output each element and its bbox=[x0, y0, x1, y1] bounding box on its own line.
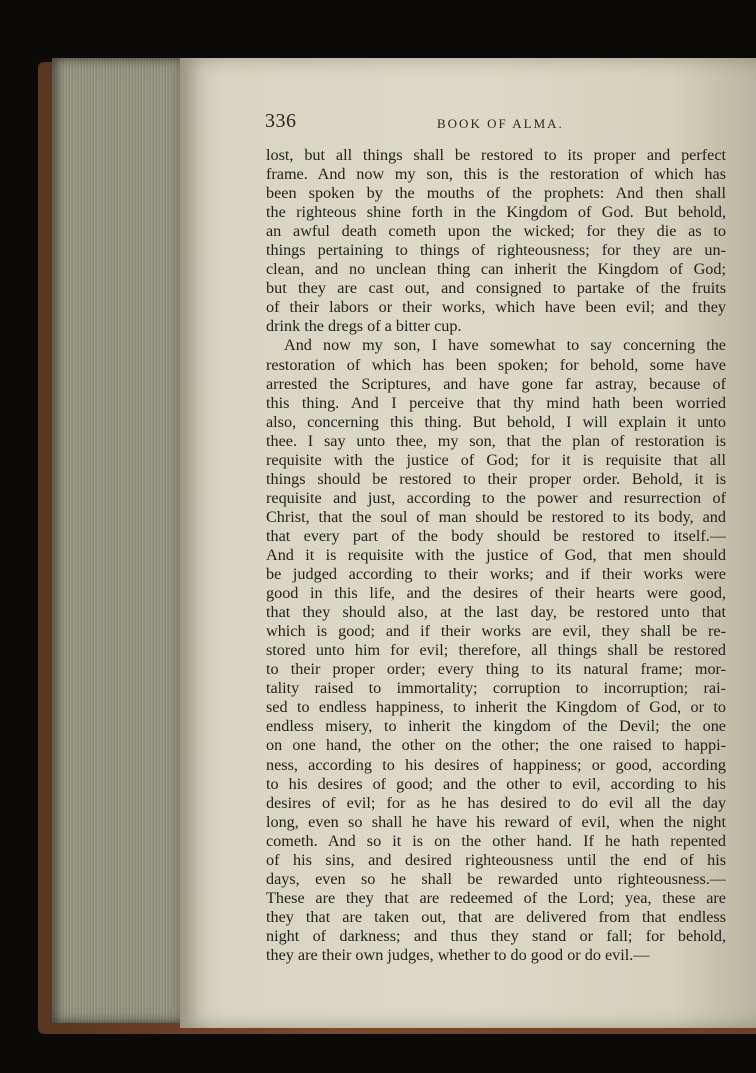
page-edges bbox=[52, 58, 192, 1023]
text-line: requisite with the justice of God; for it is requisite that all bbox=[266, 450, 726, 469]
text-line: that they should also, at the last day, be restored unto that bbox=[266, 603, 726, 622]
text-line: be judged according to their works; and if their works were bbox=[266, 565, 726, 584]
text-line: drink the dregs of a bitter cup. bbox=[266, 317, 462, 336]
text-line: good in this life, and the desires of their hearts were good, bbox=[266, 584, 726, 603]
text-line: to their proper order; every thing to its natural frame; mor- bbox=[266, 660, 726, 679]
page-header bbox=[265, 110, 735, 138]
text-line: thee. I say unto thee, my son, that the plan of restoration is bbox=[266, 431, 726, 450]
text-line: been spoken by the mouths of the prophets: And then shall bbox=[266, 184, 726, 203]
text-line: of their labors or their works, which have been evil; and they bbox=[266, 298, 726, 317]
text-line: but they are cast out, and consigned to partake of the fruits bbox=[266, 279, 726, 298]
text-line: days, even so he shall be rewarded unto righteousness.— bbox=[266, 869, 726, 888]
text-line: tality raised to immortality; corruption to incorruption; rai- bbox=[266, 679, 726, 698]
text-line: cometh. And so it is on the other hand. If he hath repented bbox=[266, 831, 726, 850]
text-line: sed to endless happiness, to inherit the Kingdom of God, or to bbox=[266, 698, 726, 717]
text-line: endless misery, to inherit the kingdom of the Devil; the one bbox=[266, 717, 726, 736]
text-line: things pertaining to things of righteousness; for they are un- bbox=[266, 241, 726, 260]
text-line: also, concerning this thing. But behold, I will explain it unto bbox=[266, 412, 726, 431]
text-line: they are their own judges, whether to do good or do evil.— bbox=[266, 945, 650, 964]
text-line: that every part of the body should be restored to itself.— bbox=[266, 526, 726, 545]
text-line: arrested the Scriptures, and have gone far astray, because of bbox=[266, 374, 726, 393]
text-line: And now my son, I have somewhat to say concerning the bbox=[284, 336, 726, 355]
text-line: long, even so shall he have his reward of evil, when the night bbox=[266, 812, 726, 831]
text-line: And it is requisite with the justice of God, that men should bbox=[266, 545, 726, 564]
page-number: 336 bbox=[265, 110, 297, 132]
text-line: of his sins, and desired righteousness until the end of his bbox=[266, 850, 726, 869]
text-line: to his desires of good; and the other to evil, according to his bbox=[266, 774, 726, 793]
text-line: These are they that are redeemed of the Lord; yea, these are bbox=[266, 888, 726, 907]
text-line: requisite and just, according to the power and resurrection of bbox=[266, 488, 726, 507]
text-line: Christ, that the soul of man should be restored to its body, and bbox=[266, 507, 726, 526]
text-line: desires of evil; for as he has desired to do evil all the day bbox=[266, 793, 726, 812]
text-line: lost, but all things shall be restored to its proper and perfect bbox=[266, 146, 726, 164]
text-line: night of darkness; and thus they stand or fall; for behold, bbox=[266, 926, 726, 945]
text-line: the righteous shine forth in the Kingdom of God. But behold, bbox=[266, 203, 726, 222]
text-line: restoration of which has been spoken; for behold, some have bbox=[266, 355, 726, 374]
text-line: clean, and no unclean thing can inherit the Kingdom of God; bbox=[266, 260, 726, 279]
text-line: which is good; and if their works are evil, they shall be re- bbox=[266, 622, 726, 641]
text-line: an awful death cometh upon the wicked; for they die as to bbox=[266, 222, 726, 241]
body-text bbox=[266, 146, 726, 965]
text-line: things should be restored to their proper order. Behold, it is bbox=[266, 469, 726, 488]
text-line: they that are taken out, that are delivered from that endless bbox=[266, 907, 726, 926]
text-line: stored unto him for evil; therefore, all things shall be restored bbox=[266, 641, 726, 660]
text-line: frame. And now my son, this is the restoration of which has bbox=[266, 165, 726, 184]
running-head: BOOK OF ALMA. bbox=[437, 116, 564, 131]
text-line: ness, according to his desires of happiness; or good, according bbox=[266, 755, 726, 774]
text-line: on one hand, the other on the other; the one raised to happi- bbox=[266, 736, 726, 755]
text-line: this thing. And I perceive that thy mind hath been worried bbox=[266, 393, 726, 412]
